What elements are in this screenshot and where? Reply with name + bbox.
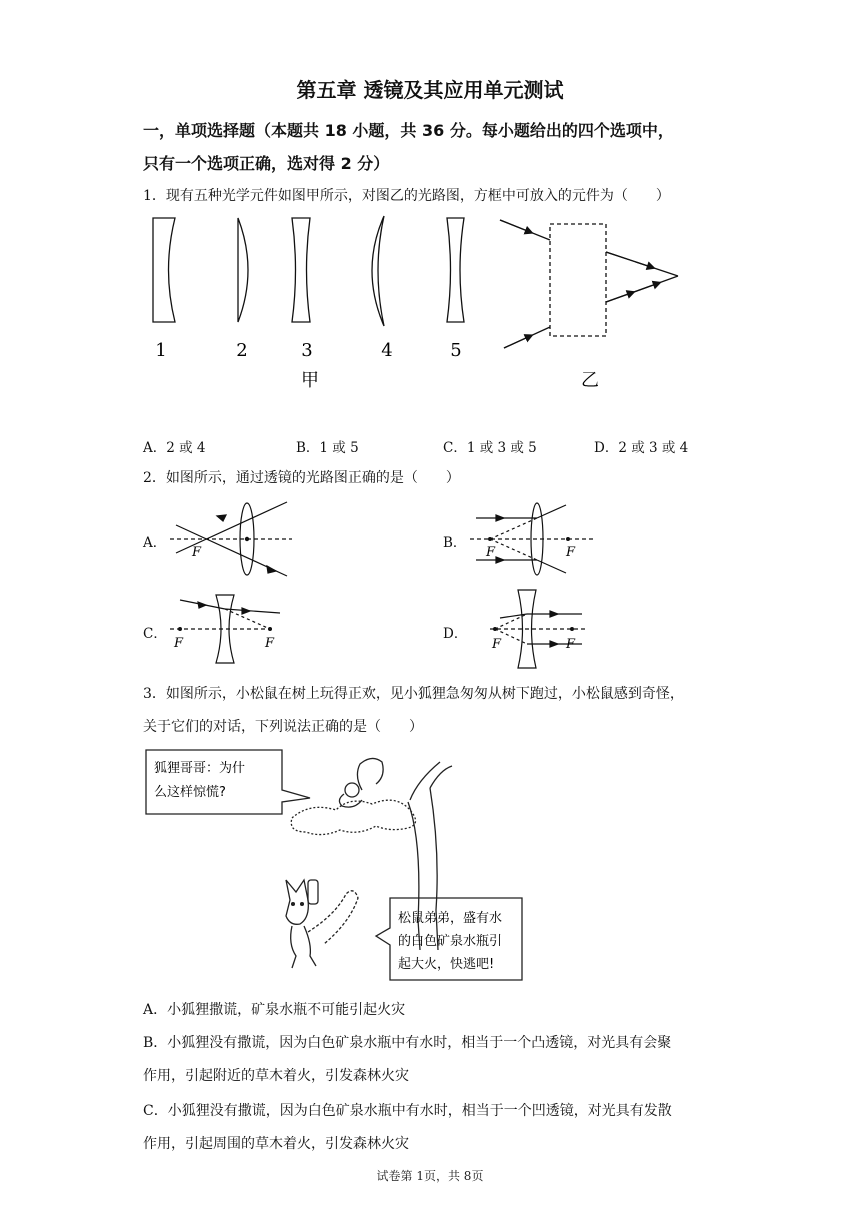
diagram-b-focus-left-label: F [486, 545, 496, 560]
fox-speech-line3: 起大火，快逃吧! [398, 957, 495, 972]
section-heading-line2: 只有一个选项正确，选对得 2 分） [143, 154, 390, 173]
question-1-option-c[interactable]: C．1 或 3 或 5 [443, 440, 537, 456]
question-2-option-a-label[interactable]: A． [143, 535, 167, 551]
question-2-diagram-a [170, 498, 300, 583]
lens-label-5: 5 [450, 340, 462, 361]
diagram-c-focus-left-label: F [174, 636, 184, 651]
squirrel-speech-line2: 么这样惊慌? [154, 785, 226, 800]
diagram-d-focus-right-label: F [566, 637, 576, 652]
question-1-option-a[interactable]: A．2 或 4 [143, 440, 206, 456]
unknown-element-box [550, 224, 606, 336]
question-2-option-b-label[interactable]: B． [443, 535, 467, 551]
lens-3-biconcave-shape [292, 218, 310, 322]
question-2-diagram-b [470, 498, 600, 583]
question-1-option-d[interactable]: D．2 或 3 或 4 [594, 440, 689, 456]
question-3-option-a[interactable]: A．小狐狸撒谎，矿泉水瓶不可能引起火灾 [143, 1002, 406, 1018]
question-3-stem-line2: 关于它们的对话，下列说法正确的是（ ） [143, 719, 423, 735]
figure-jia-label: 甲 [301, 370, 319, 391]
question-3-option-b-line2[interactable]: 作用，引起附近的草木着火，引发森林火灾 [143, 1068, 409, 1084]
fox-drawing [286, 880, 358, 968]
diagram-a-focus-label: F [192, 545, 202, 560]
question-3-stem-line1: 3．如图所示，小松鼠在树上玩得正欢，见小狐狸急匆匆从树下跑过，小松鼠感到奇怪， [143, 686, 684, 702]
lens-5-biconcave-shape [447, 218, 464, 322]
question-2-stem: 2．如图所示，通过透镜的光路图正确的是（ ） [143, 470, 460, 486]
page-footer: 试卷第 1页，共 8页 [376, 1169, 484, 1183]
figure-yi-label: 乙 [581, 370, 599, 391]
tree-foliage [291, 800, 415, 834]
lens-label-3: 3 [301, 340, 313, 361]
squirrel-speech-line1: 狐狸哥哥：为什 [154, 761, 246, 776]
lens-2-plano-convex-shape [238, 218, 248, 322]
question-3-option-c-line2[interactable]: 作用，引起周围的草木着火，引发森林火灾 [143, 1136, 409, 1152]
question-3-option-b-line1[interactable]: B．小狐狸没有撒谎，因为白色矿泉水瓶中有水时，相当于一个凸透镜，对光具有会聚 [143, 1035, 672, 1051]
lens-label-4: 4 [381, 340, 393, 361]
question-3-cartoon-figure [140, 740, 540, 985]
lens-4-meniscus-shape [372, 216, 384, 326]
squirrel-speech-bubble [146, 750, 310, 814]
question-1-figure [140, 210, 700, 400]
diagram-d-focus-left-label: F [492, 637, 502, 652]
question-3-option-c-line1[interactable]: C．小狐狸没有撒谎，因为白色矿泉水瓶中有水时，相当于一个凹透镜，对光具有发散 [143, 1103, 672, 1119]
question-2-diagram-c [170, 592, 300, 667]
lens-label-1: 1 [155, 340, 167, 361]
question-1-option-b[interactable]: B．1 或 5 [296, 440, 359, 456]
diagram-c-focus-right-label: F [265, 636, 275, 651]
question-2-diagram-d [490, 588, 610, 673]
question-2-option-d-label[interactable]: D． [443, 626, 468, 642]
fox-speech-line2: 的白色矿泉水瓶引 [398, 934, 503, 949]
diagram-b-focus-right-label: F [566, 545, 576, 560]
lens-1-plano-concave-shape [153, 218, 175, 322]
section-heading-line1: 一，单项选择题（本题共 18 小题，共 36 分。每小题给出的四个选项中， [143, 121, 674, 140]
question-2-option-c-label[interactable]: C． [143, 626, 167, 642]
lens-label-2: 2 [236, 340, 248, 361]
question-1-stem: 1．现有五种光学元件如图甲所示，对图乙的光路图，方框中可放入的元件为（ ） [143, 188, 670, 204]
page-title: 第五章 透镜及其应用单元测试 [296, 78, 564, 102]
squirrel-drawing [339, 758, 383, 807]
fox-speech-line1: 松鼠弟弟，盛有水 [398, 911, 503, 926]
